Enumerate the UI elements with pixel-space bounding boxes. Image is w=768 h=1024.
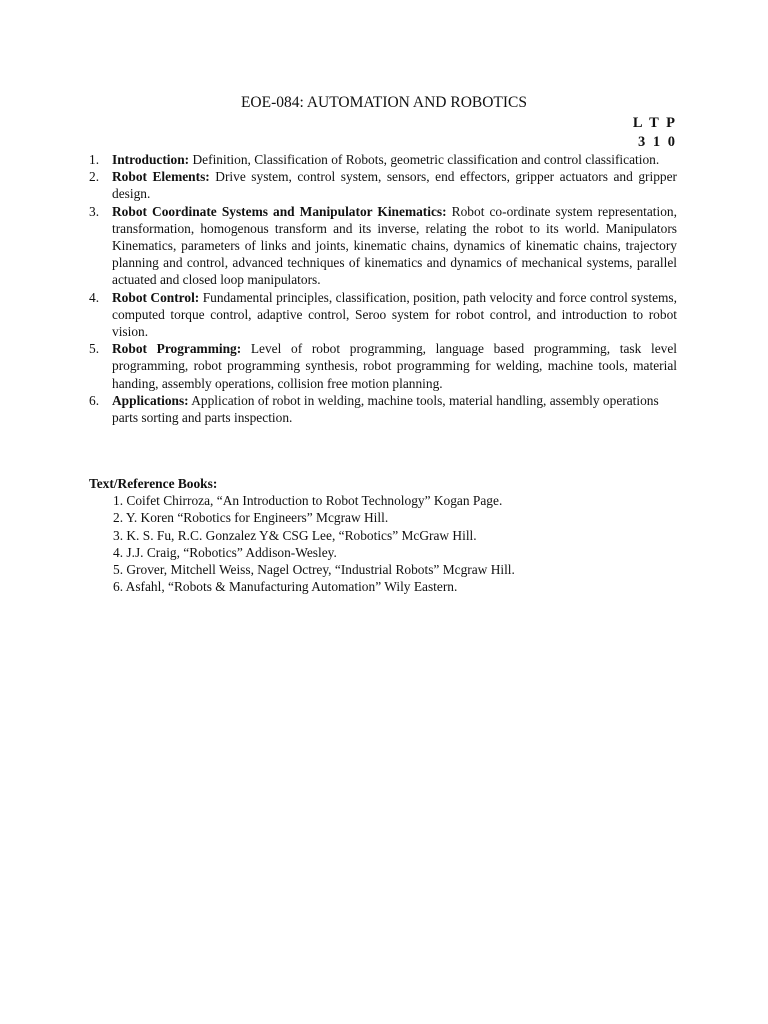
ltp-value: 3 1 0 — [638, 134, 677, 150]
unit-heading: Introduction: — [112, 152, 190, 167]
unit-text: Level of robot programming, language based programming, task level programming, robot programming synthesis, robot programming for welding, machine tools, material handing, assembly operations, collision free motion planning. — [112, 341, 677, 391]
unit-number: 5. — [89, 341, 100, 357]
unit-number: 2. — [89, 169, 100, 185]
unit-text: Application of robot in welding, machine tools, material handling, assembly operations parts sorting and parts inspection. — [112, 392, 659, 426]
reference-list — [89, 492, 677, 595]
syllabus-list — [89, 151, 677, 426]
unit-heading: Applications: — [112, 392, 189, 408]
unit-text: Robot co-ordinate system representation, transformation, homogenous transform and its inverse, relating the robot to its world. Manipulators Kinematics, parameters of links and joints, kinematic chains, dynamics of kinematic chains, trajectory planning and control, advanced techniques of kinematics and dynamics of mechanical systems, parallel actuated and closed loop manipulators. — [112, 203, 677, 288]
unit-text: Fundamental principles, classification, position, path velocity and force control systems, computed torque control, adaptive control, Seroo system for robot control, and introduction to robot vision. — [112, 289, 677, 340]
reference-item: 4. J.J. Craig, “Robotics” Addison-Wesley. — [113, 544, 337, 560]
unit-text: Drive system, control system, sensors, end effectors, gripper actuators and gripper design. — [112, 169, 677, 202]
course-title: EOE-084: AUTOMATION AND ROBOTICS — [240, 94, 528, 111]
syllabus-unit — [89, 340, 677, 392]
reference-item: 1. Coifet Chirroza, “An Introduction to Robot Technology” Kogan Page. — [113, 493, 503, 509]
unit-heading: Robot Programming: — [112, 341, 242, 357]
unit-number: 6. — [89, 392, 100, 408]
syllabus-unit — [89, 289, 677, 341]
unit-text: Definition, Classification of Robots, geometric classification and control classification. — [192, 152, 660, 167]
unit-number: 4. — [89, 289, 100, 305]
unit-number: 3. — [89, 203, 100, 219]
syllabus-unit — [89, 168, 677, 202]
unit-number: 1. — [89, 152, 100, 167]
syllabus-unit — [89, 151, 677, 168]
syllabus-unit — [89, 203, 677, 289]
reference-books — [89, 475, 677, 595]
reference-item: 3. K. S. Fu, R.C. Gonzalez Y& CSG Lee, “Robotics” McGraw Hill. — [113, 527, 477, 543]
unit-heading: Robot Elements: — [112, 169, 210, 185]
unit-heading: Robot Control: — [112, 289, 200, 305]
reference-item: 2. Y. Koren “Robotics for Engineers” Mcgraw Hill. — [113, 510, 389, 526]
syllabus-unit — [89, 392, 677, 426]
ltp-label: L T P — [632, 115, 677, 131]
references-heading: Text/Reference Books: — [89, 476, 218, 491]
reference-item: 6. Asfahl, “Robots & Manufacturing Automation” Wily Eastern. — [113, 579, 458, 595]
reference-item: 5. Grover, Mitchell Weiss, Nagel Octrey, “Industrial Robots” Mcgraw Hill. — [113, 562, 515, 578]
unit-heading: Robot Coordinate Systems and Manipulator Kinematics: — [112, 203, 447, 219]
